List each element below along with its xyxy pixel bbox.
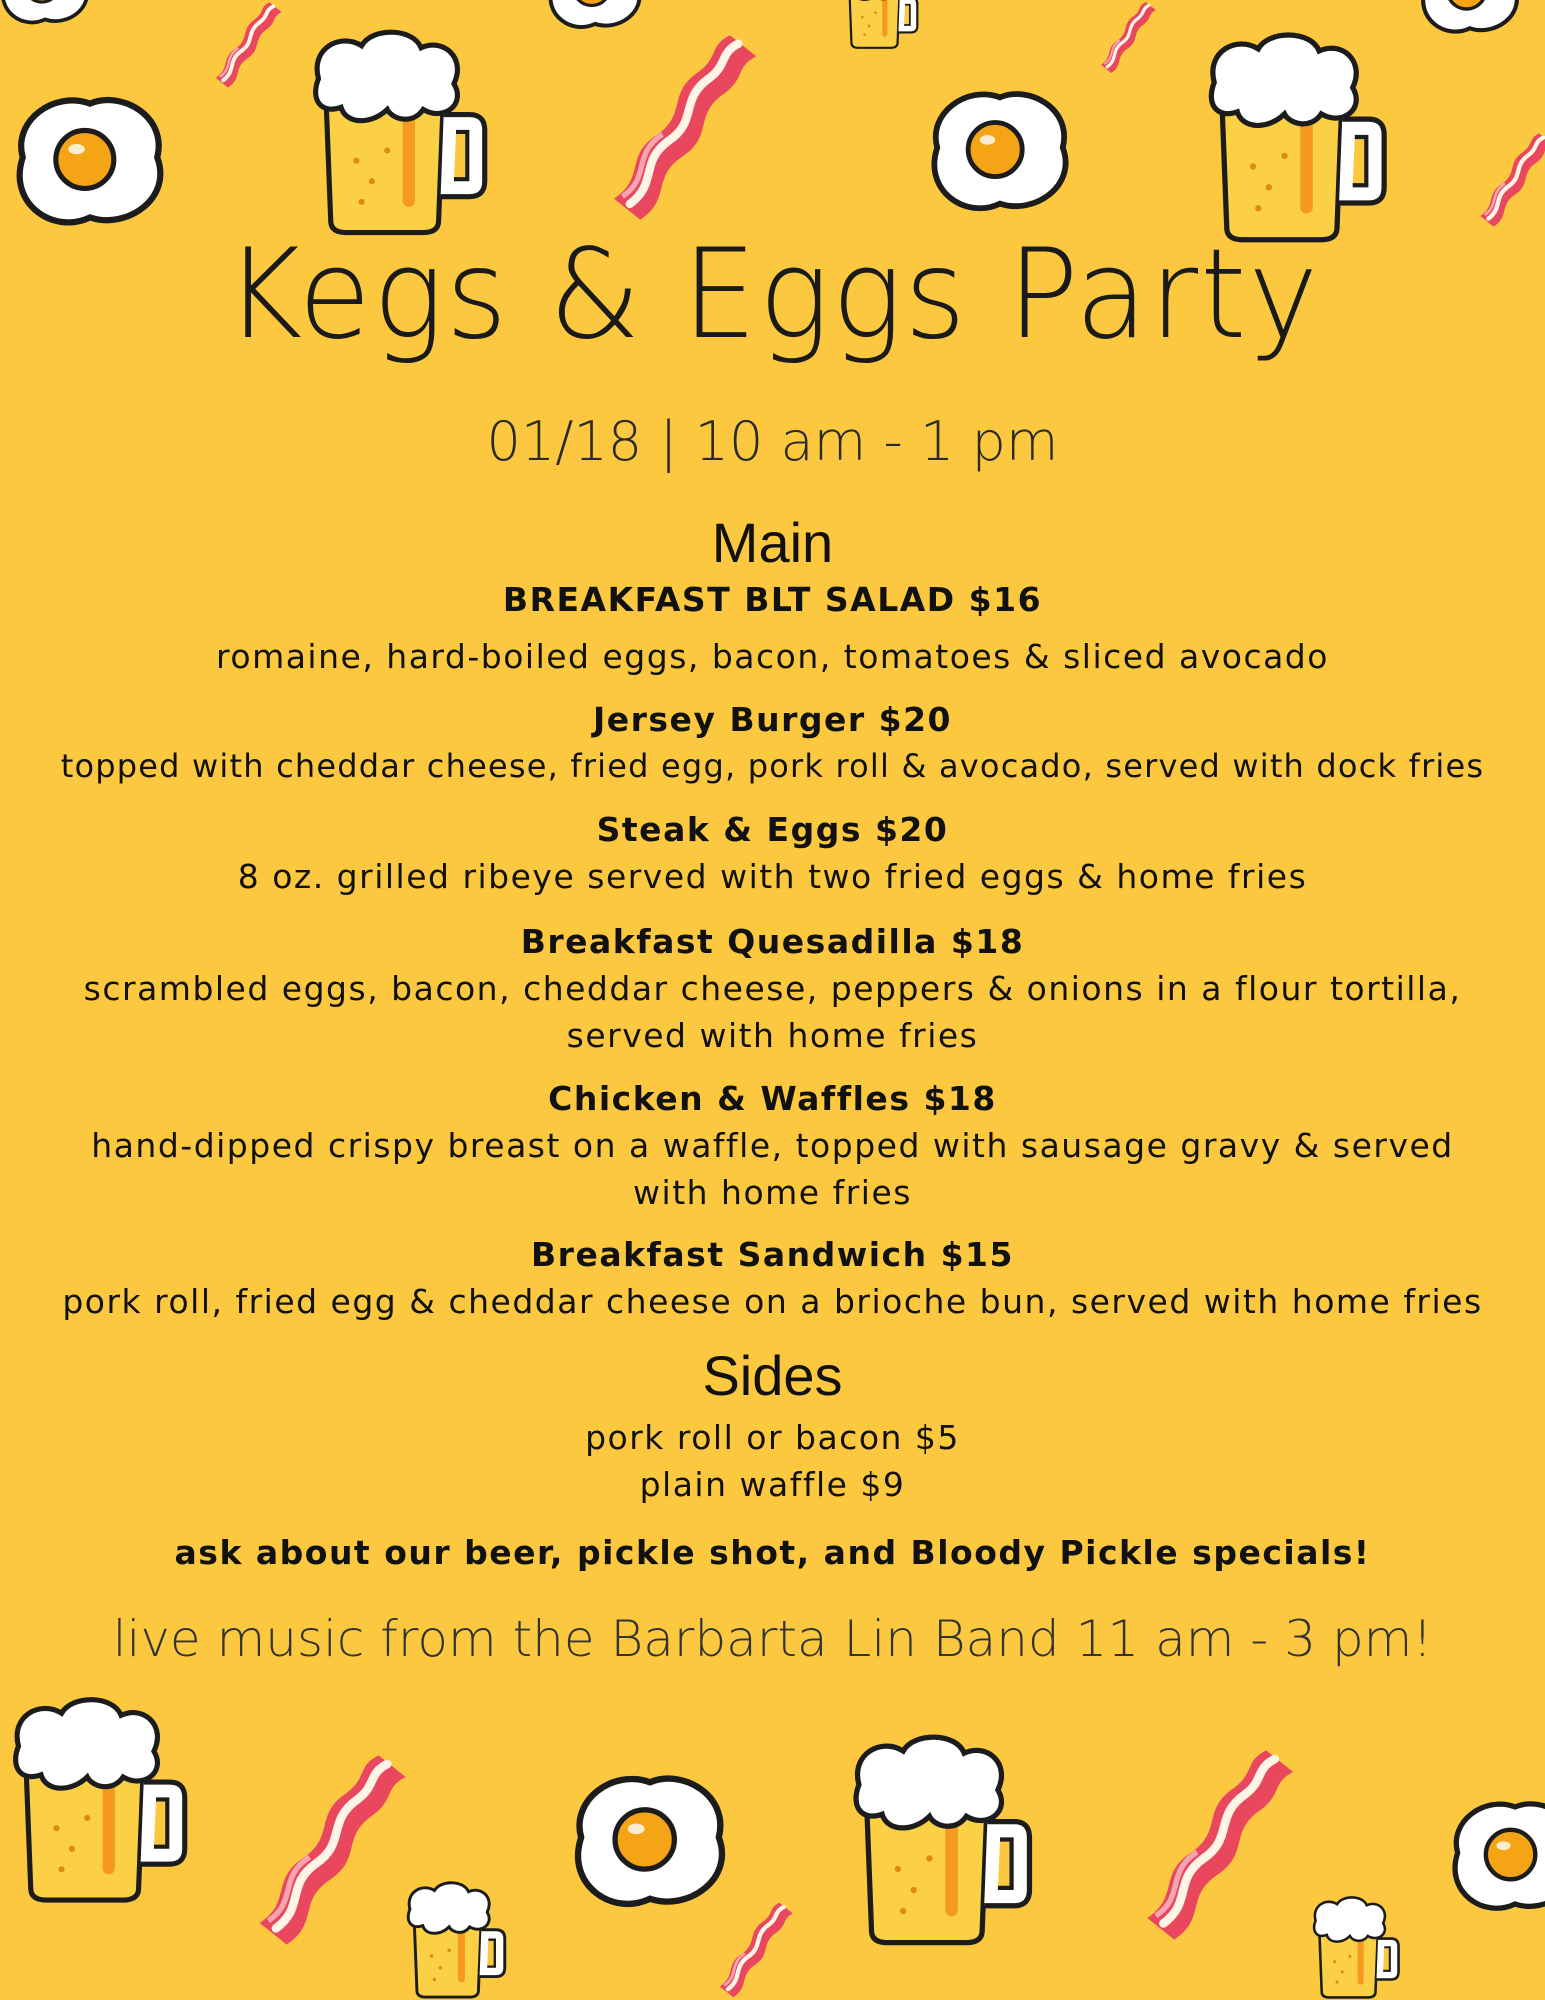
- side-item: plain waffle $9: [639, 1465, 906, 1504]
- egg-icon: [1440, 1780, 1545, 1930]
- menu-item-name: Chicken & Waffles $18: [548, 1079, 997, 1118]
- beer-mug-icon: [840, 1720, 1040, 1960]
- main-heading: Main: [711, 511, 834, 574]
- egg-icon: [0, 0, 110, 30]
- menu-item-name: Steak & Eggs $20: [596, 810, 949, 849]
- bacon-icon: [700, 1900, 810, 2000]
- bacon-icon: [1075, 0, 1180, 75]
- egg-icon: [0, 85, 180, 235]
- specials-note: ask about our beer, pickle shot, and Bloody Pickle specials!: [174, 1533, 1371, 1572]
- beer-mug-icon: [1270, 1895, 1440, 2000]
- beer-mug-icon: [370, 1880, 540, 2000]
- menu-item-desc: romaine, hard-boiled eggs, bacon, tomatoes & sliced avocado: [216, 637, 1329, 676]
- beer-mug-icon: [300, 20, 495, 245]
- egg-icon: [1390, 0, 1545, 40]
- sides-heading: Sides: [702, 1344, 843, 1407]
- bacon-icon: [590, 30, 775, 225]
- egg-icon: [910, 80, 1090, 220]
- side-item: pork roll or bacon $5: [585, 1418, 960, 1457]
- beer-mug-icon: [0, 1680, 195, 1920]
- menu-item-desc: topped with cheddar cheese, fried egg, pork roll & avocado, served with dock fries: [60, 747, 1485, 785]
- menu-item-desc: served with home fries: [566, 1016, 979, 1055]
- event-date-time: 01/18 | 10 am - 1 pm: [486, 410, 1059, 473]
- menu-item-name: Jersey Burger $20: [592, 700, 953, 739]
- live-music-note: live music from the Barbarta Lin Band 11 am - 3 pm!: [112, 1610, 1433, 1668]
- menu-item-desc: 8 oz. grilled ribeye served with two fried eggs & home fries: [237, 857, 1308, 896]
- beer-mug-icon: [1195, 30, 1395, 245]
- egg-icon: [560, 1760, 740, 1920]
- page-title: Kegs & Eggs Party: [224, 221, 1321, 367]
- menu-item-desc: scrambled eggs, bacon, cheddar cheese, peppers & onions in a flour tortilla,: [83, 969, 1462, 1008]
- menu-item-desc: pork roll, fried egg & cheddar cheese on a brioche bun, served with home fries: [62, 1282, 1483, 1321]
- menu-item-desc: hand-dipped crispy breast on a waffle, topped with sausage gravy & served: [91, 1126, 1454, 1165]
- menu-item-name: Breakfast Quesadilla $18: [520, 922, 1025, 961]
- bacon-icon: [195, 0, 300, 90]
- menu-item-name: Breakfast Sandwich $15: [531, 1235, 1014, 1274]
- menu-item-name: BREAKFAST BLT SALAD $16: [502, 580, 1043, 619]
- menu-item-desc: with home fries: [633, 1173, 912, 1212]
- beer-mug-icon: [790, 0, 970, 50]
